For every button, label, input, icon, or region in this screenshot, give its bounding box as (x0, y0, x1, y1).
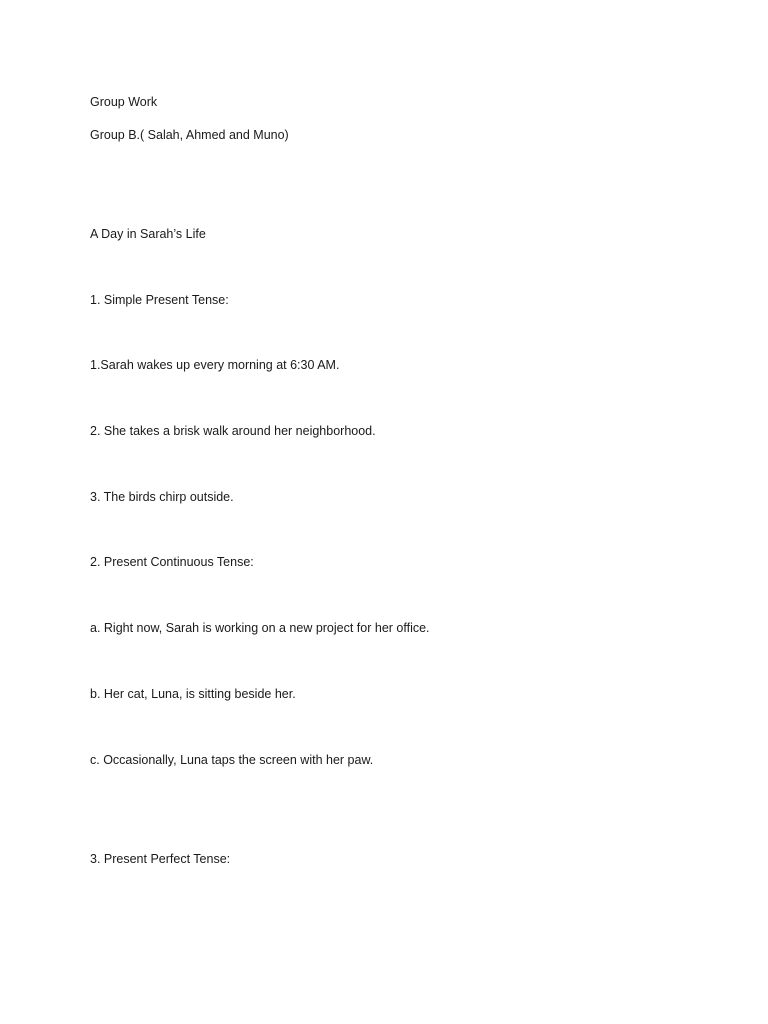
group-members: Group B.( Salah, Ahmed and Muno) (90, 128, 289, 142)
section-heading-present-perfect: 3. Present Perfect Tense: (90, 852, 231, 866)
list-item: c. Occasionally, Luna taps the screen with her paw. (90, 753, 374, 767)
document-title: Group Work (90, 95, 158, 109)
list-item: b. Her cat, Luna, is sitting beside her. (90, 687, 296, 701)
list-item: 3. The birds chirp outside. (90, 490, 234, 504)
list-item: 1.Sarah wakes up every morning at 6:30 AM. (90, 358, 340, 372)
list-item: 2. She takes a brisk walk around her neighborhood. (90, 424, 376, 438)
section-heading-present-continuous: 2. Present Continuous Tense: (90, 555, 254, 569)
story-title: A Day in Sarah’s Life (90, 227, 206, 241)
section-heading-simple-present: 1. Simple Present Tense: (90, 293, 229, 307)
list-item: a. Right now, Sarah is working on a new project for her office. (90, 621, 430, 635)
